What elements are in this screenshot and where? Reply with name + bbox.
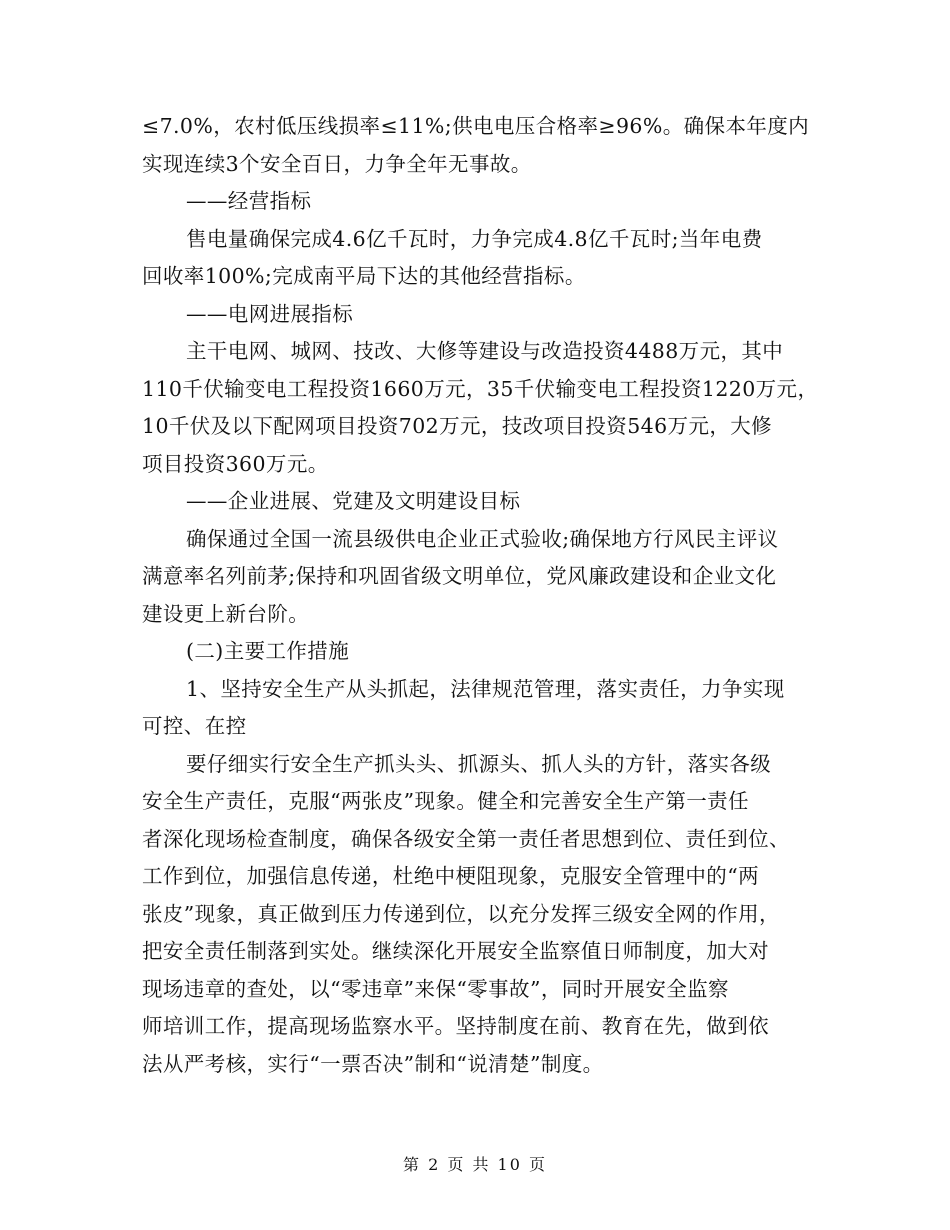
page-number: 第 2 页 共 10 页: [403, 1155, 547, 1174]
text-line: 师培训工作，提高现场监察水平。坚持制度在前、教育在先，做到依: [142, 1014, 769, 1038]
text-line: 现场违章的查处，以“零违章”来保“零事故”，同时开展安全监察: [142, 976, 729, 1001]
text-line: 满意率名列前茅;保持和巩固省级文明单位，党风廉政建设和企业文化: [142, 564, 777, 588]
text-line: 要仔细实行安全生产抓头头、抓源头、抓人头的方针，落实各级: [186, 751, 772, 776]
text-line: 者深化现场检查制度，确保各级安全第一责任者思想到位、责任到位、: [142, 826, 790, 851]
text-line: ≤7.0%，农村低压线损率≤11%;供电电压合格率≥96%。确保本年度内: [142, 114, 810, 138]
text-line: 10千伏及以下配网项目投资702万元，技改项目投资546万元，大修: [142, 414, 773, 438]
text-line: 主干电网、城网、技改、大修等建设与改造投资4488万元，其中: [186, 339, 784, 363]
text-line: 110千伏输变电工程投资1660万元，35千伏输变电工程投资1220万元，: [142, 376, 819, 401]
text-line: 确保通过全国一流县级供电企业正式验收;确保地方行风民主评议: [186, 526, 779, 551]
section-heading: (二)主要工作措施: [186, 639, 350, 663]
text-line: 建设更上新台阶。: [142, 601, 310, 626]
document-body: [142, 108, 819, 1083]
section-heading: ——企业进展、党建及文明建设目标: [186, 489, 521, 513]
text-line: 实现连续3个安全百日，力争全年无事故。: [142, 151, 532, 176]
text-line: 售电量确保完成4.6亿千瓦时，力争完成4.8亿千瓦时;当年电费: [186, 226, 763, 251]
text-line: 法从严考核，实行“一票否决”制和“说清楚”制度。: [142, 1051, 604, 1076]
subsection-heading: 1、坚持安全生产从头抓起，法律规范管理，落实责任，力争实现: [186, 676, 785, 701]
text-line: 项目投资360万元。: [142, 451, 329, 476]
section-heading: ——电网进展指标: [186, 301, 354, 326]
text-line: 安全生产责任，克服“两张皮”现象。健全和完善安全生产第一责任: [142, 789, 749, 813]
section-heading: ——经营指标: [186, 189, 312, 213]
text-line: 把安全责任制落到实处。继续深化开展安全监察值日师制度，加大对: [142, 939, 769, 963]
text-line: 工作到位，加强信息传递，杜绝中梗阻现象，克服安全管理中的“两: [142, 864, 759, 888]
subsection-heading: 可控、在控: [142, 714, 247, 738]
text-line: 张皮”现象，真正做到压力传递到位，以充分发挥三级安全网的作用，: [142, 901, 780, 926]
text-line: 回收率100%;完成南平局下达的其他经营指标。: [142, 264, 586, 288]
